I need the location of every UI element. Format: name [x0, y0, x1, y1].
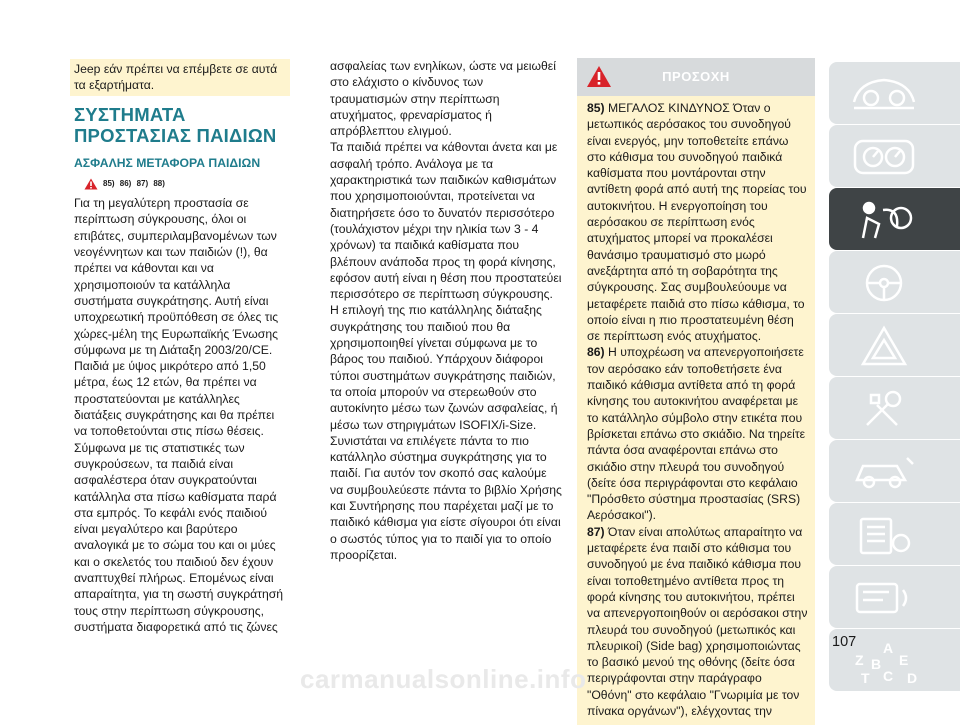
chapter-tab-instruments[interactable]: [829, 125, 960, 187]
caution-box: [577, 58, 815, 725]
caution-header: [577, 58, 815, 96]
caution-body: [577, 96, 815, 725]
caution-item: [587, 524, 809, 720]
paragraph: Παιδιά με ύψος μικρότερο από 1,50 μέτρα, έως 12 ετών, θα πρέπει να προστατεύονται με κατάλληλες διατάξεις συγκράτησης και θα πρέπει να τοποθετούνται στις πίσω θέσεις.: [74, 359, 275, 439]
index-letter: C: [883, 668, 894, 684]
warning-triangle-icon: [84, 178, 98, 190]
warning-refs-text: 85) 86) 87) 88): [103, 178, 165, 188]
paragraph: Συνιστάται να επιλέγετε πάντα το πιο κατάλληλο σύστημα συγκράτησης για το παιδί. Για αυτόν τον σκοπό σας καλούμε να συμβουλεύεστε πάντα το βιβλίο Χρήσης και Συντήρησης που παρέχεται μαζί με το παιδικό κάθισμα για είστε σίγουροι ότι είναι ο σωστός τύπος για το παιδί για το οποίο προορίζεται.: [330, 433, 562, 562]
section-subtitle: ΑΣΦΑΛΗΣ ΜΕΤΑΦΟΡΑ ΠΑΙΔΙΩΝ: [74, 155, 261, 170]
paragraph: ασφαλείας των ενηλίκων, ώστε να μειωθεί στο ελάχιστο ο κίνδυνος των τραυματισμών στην περίπτωση ατυχήματος, φρεναρίσματος ή απρόβλεπτου ελιγμού.: [330, 59, 556, 139]
specifications-icon: [849, 513, 919, 557]
caution-item-text: Η υποχρέωση να απενεργοποιήσετε τον αερόσακο εάν τοποθετήσετε ένα παιδικό κάθισμα αντίθετα από τη φορά κίνησης του αυτοκινήτου αναφέρεται με το κατάλληλο σύμβολο στην ετικέτα που βρίσκεται επάνω στο σκιάδιο. Να τηρείτε πάντα όσα αναφέρονται επάνω στο σκιάδιο στην πλευρά του συνοδηγού (δείτε όσα περιγράφονται στο κεφάλαιο "Πρόσθετο σύστημα προστασίας (SRS) Αερόσακοι").: [587, 345, 806, 523]
instrument-gauge-icon: [849, 135, 919, 179]
chapter-tab-maintenance[interactable]: [829, 377, 960, 439]
alphabetical-index-icon: [849, 639, 939, 687]
caution-item: [587, 344, 809, 523]
page-number: 107: [832, 634, 857, 650]
caution-item-number: 85): [587, 101, 605, 115]
index-letter: D: [907, 670, 918, 686]
multimedia-icon: [849, 576, 919, 620]
warning-references: [84, 176, 286, 192]
watermark: carmanualsonline.info: [300, 664, 587, 694]
paragraph: Η επιλογή της πιο κατάλληλης διάταξης συγκράτησης του παιδιού που θα χρησιμοποιηθεί γίνεται σύμφωνα με το βάρος του παιδιού. Υπάρχουν διάφοροι τύποι συστημάτων συγκράτησης παιδιών, τα οποία μπορούν να στερεωθούν στο αυτοκίνητο μέσω των ζωνών ασφαλείας, ή μέσω των στηριγμάτων ISOFIX/i-Size.: [330, 303, 558, 432]
index-letter: E: [899, 652, 909, 668]
car-service-icon: [849, 450, 919, 494]
car-dashboard-icon: [849, 72, 919, 116]
index-letter: A: [883, 640, 894, 656]
tools-icon: [849, 387, 919, 431]
caution-item-number: 86): [587, 345, 605, 360]
chapter-tab-specifications[interactable]: [829, 503, 960, 565]
paragraph: Για τη μεγαλύτερη προστασία σε περίπτωση σύγκρουσης, όλοι οι επιβάτες, συμπεριλαμβανομένων των νεογέννητων και των παιδιών (!), θα πρέπει να κάθονται και να χρησιμοποιούν τα κατάλληλα συστήματα συγκράτησης. Αυτή είναι υποχρεωτική προϋπόθεση σε όλες τις χώρες-μέλη της Ευρωπαϊκής Ένωσης σύμφωνα με τη Διάταξη 2003/20/CE.: [74, 196, 279, 357]
index-letter: B: [871, 656, 882, 672]
index-letter: T: [861, 670, 870, 686]
chapter-tab-service[interactable]: [829, 440, 960, 502]
warning-triangle-icon: [849, 324, 919, 368]
steering-wheel-icon: [849, 261, 919, 305]
note-text: Jeep εάν πρέπει να επέμβετε σε αυτά τα εξαρτήματα.: [74, 62, 278, 93]
paragraph: Σύμφωνα με τις στατιστικές των συγκρούσεων, τα παιδιά είναι ασφαλέστερα όταν συγκρατούνται κατάλληλα στα πίσω καθίσματα παρά στα εμπρός. Το κεφάλι ενός παιδιού είναι μεγαλύτερο και βαρύτερο αναλογικά με το σώμα του και οι μύες και ο σκελετός του παιδιού δεν έχουν αναπτυχθεί πλήρως. Επομένως είναι απαραίτητα, για τη σωστή συγκράτησή τους στην περίπτωση σύγκρουσης, συστήματα διαφορετικά από τις ζώνες: [74, 440, 284, 634]
note-box: [70, 59, 290, 96]
column-left: [74, 59, 286, 635]
chapter-tab-emergency[interactable]: [829, 314, 960, 376]
paragraph: Τα παιδιά πρέπει να κάθονται άνετα και με ασφαλή τρόπο. Ανάλογα με τα χαρακτηριστικά των παιδικών καθισμάτων που χρησιμοποιούνται, προτείνεται να διατηρήσετε όσο το δυνατόν περισσότερο (τουλάχιστον μέχρι την ηλικία των 3 - 4 χρόνων) τα παιδικά καθίσματα που βλέπουν ανάποδα προς τη φορά κίνησης, εφόσον αυτή είναι η θέση που προστατεύει περισσότερο σε περίπτωση σύγκρουσης.: [330, 140, 562, 302]
caution-item-text: Όταν είναι απολύτως απαραίτητο να μεταφέρετε ένα παιδί στο κάθισμα του συνοδηγού με ένα παιδικό κάθισμα που είναι τοποθετημένο αντίθετα προς τη φορά κίνησης του αυτοκινήτου, πρέπει να απενεργοποιηθούν οι αερόσακοι στην πλευρά του συνοδηγού (μετωπικός και πλευρικοί) (Side bag) χρησιμοποιώντας το βασικό μενού της οθόνης (δείτε όσα περιγράφονται στην παράγραφο "Οθόνη" στο κεφάλαιο "Γνωριμία με τον πίνακα οργάνων"), ελέγχοντας την: [587, 524, 808, 718]
caution-item-text: ΜΕΓΑΛΟΣ ΚΙΝΔΥΝΟΣ Όταν ο μετωπικός αερόσακος του συνοδηγού είναι ενεργός, μην τοποθετείτε επάνω στο κάθισμα του συνοδηγού παιδικά καθίσματα που μοντάρονται στην αντίθετη φορά από αυτή της πορείας του αυτοκινήτου. Η ενεργοποίηση του αερόσακου σε περίπτωση ενός ατυχήματος μπορεί να προκαλέσει θανάσιμο τραυματισμό στο μωρό ανεξάρτητα από τη σοβαρότητα της σύγκρουσης. Σας συμβουλεύουμε να μεταφέρετε παιδιά στο πίσω κάθισμα, το οποίο είναι η πιο προστατευμένη θέση σε περίπτωση ενός ατυχήματος.: [587, 101, 807, 344]
index-letter: Z: [855, 652, 864, 668]
column-middle: [330, 58, 562, 563]
chapter-tab-dashboard[interactable]: [829, 62, 960, 124]
chapter-tab-multimedia[interactable]: [829, 566, 960, 628]
caution-item-number: 87): [587, 524, 605, 539]
section-title: ΣΥΣΤΗΜΑΤΑ ΠΡΟΣΤΑΣΙΑΣ ΠΑΙΔΙΩΝ: [74, 103, 277, 146]
chapter-tabs: [829, 62, 960, 692]
chapter-tab-safety[interactable]: [829, 188, 960, 250]
caution-title: ΠΡΟΣΟΧΗ: [662, 68, 730, 84]
column-right: [589, 58, 815, 725]
chapter-tab-driving[interactable]: [829, 251, 960, 313]
caution-item: [587, 100, 809, 344]
airbag-safety-icon: [849, 198, 919, 242]
